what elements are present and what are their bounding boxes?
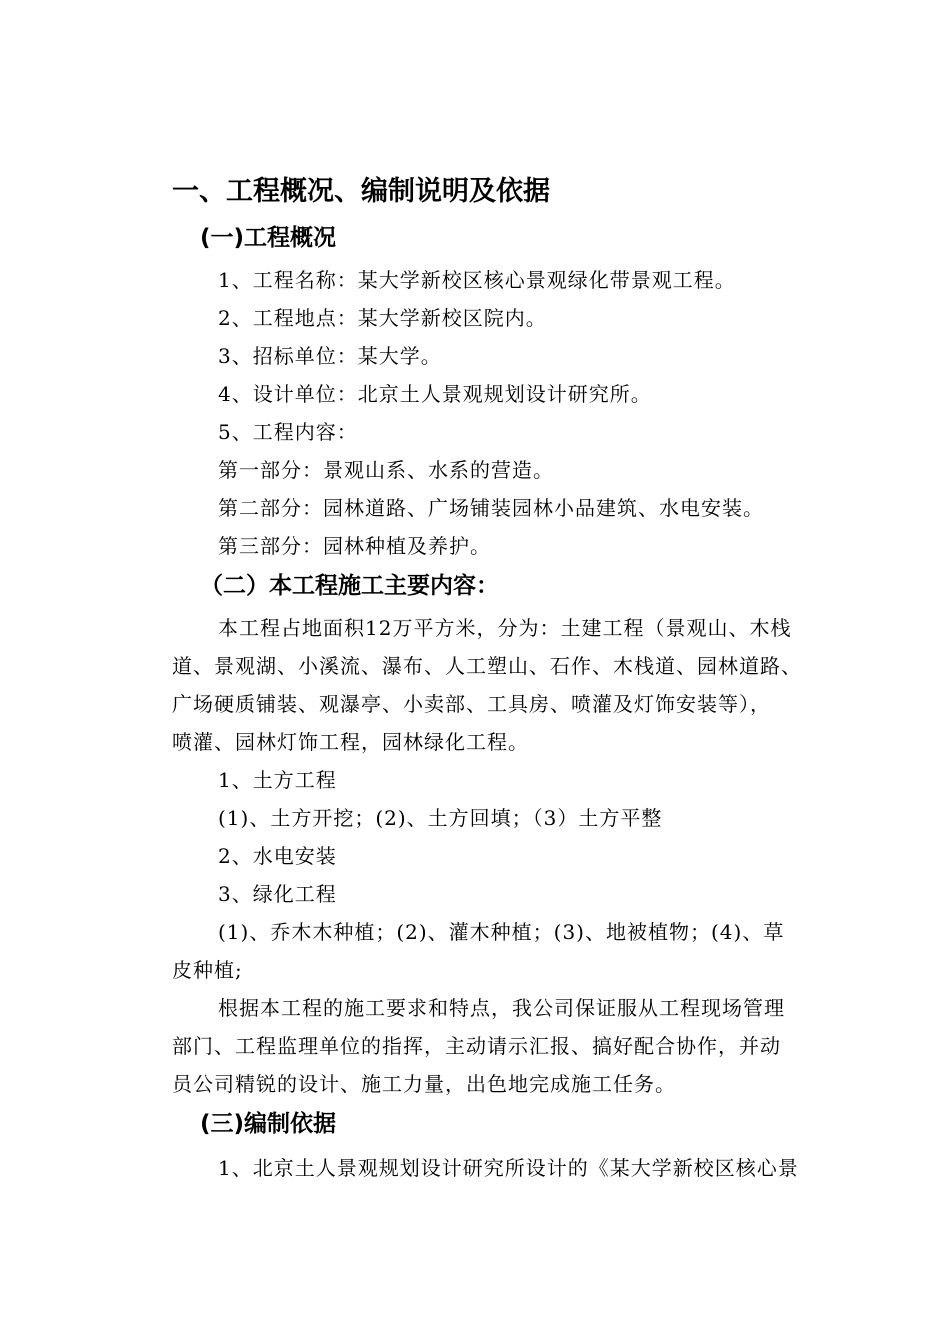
commitment-line-3: 员公司精锐的设计、施工力量，出色地完成施工任务。 <box>172 1072 676 1096</box>
section-title-basis: (三)编制依据 <box>200 1111 337 1137</box>
greening-items-line-2: 皮种植; <box>172 958 243 982</box>
commitment-line-2: 部门、工程监理单位的指挥，主动请示汇报、搞好配合协作，并动 <box>172 1034 781 1058</box>
overview-item-name: 1、工程名称：某大学新校区核心景观绿化带景观工程。 <box>218 268 736 292</box>
intro-paragraph-line-1: 本工程占地面积12万平方米，分为：土建工程（景观山、木栈 <box>218 616 792 640</box>
earthwork-heading: 1、土方工程 <box>218 768 337 792</box>
basis-item-1: 1、北京土人景观规划设计研究所设计的《某大学新校区核心景 <box>218 1156 799 1180</box>
utilities-heading: 2、水电安装 <box>218 844 337 868</box>
content-part-2: 第二部分：园林道路、广场铺装园林小品建筑、水电安装。 <box>218 496 764 520</box>
greening-items-line-1: (1)、乔木木种植；(2)、灌木种植；(3)、地被植物；(4)、草 <box>218 920 785 944</box>
overview-item-designer: 4、设计单位：北京土人景观规划设计研究所。 <box>218 382 652 406</box>
section-title-overview: (一)工程概况 <box>200 225 337 251</box>
intro-paragraph-line-4: 喷灌、园林灯饰工程，园林绿化工程。 <box>172 730 529 754</box>
overview-item-location: 2、工程地点：某大学新校区院内。 <box>218 306 547 330</box>
overview-item-content: 5、工程内容： <box>218 420 358 444</box>
earthwork-items: (1)、土方开挖；(2)、土方回填；（3）土方平整 <box>218 806 663 830</box>
greening-heading: 3、绿化工程 <box>218 882 337 906</box>
intro-paragraph-line-3: 广场硬质铺装、观瀑亭、小卖部、工具房、喷灌及灯饰安装等）， <box>172 692 771 716</box>
content-part-1: 第一部分：景观山系、水系的营造。 <box>218 458 554 482</box>
commitment-line-1: 根据本工程的施工要求和特点，我公司保证服从工程现场管理 <box>218 996 785 1020</box>
section-title-main-content: （二）本工程施工主要内容： <box>200 573 499 599</box>
main-heading: 一、工程概况、编制说明及依据 <box>172 176 550 207</box>
overview-item-tenderer: 3、招标单位：某大学。 <box>218 344 442 368</box>
intro-paragraph-line-2: 道、景观湖、小溪流、瀑布、人工塑山、石作、木栈道、园林道路、 <box>172 654 802 678</box>
content-part-3: 第三部分：园林种植及养护。 <box>218 534 491 558</box>
